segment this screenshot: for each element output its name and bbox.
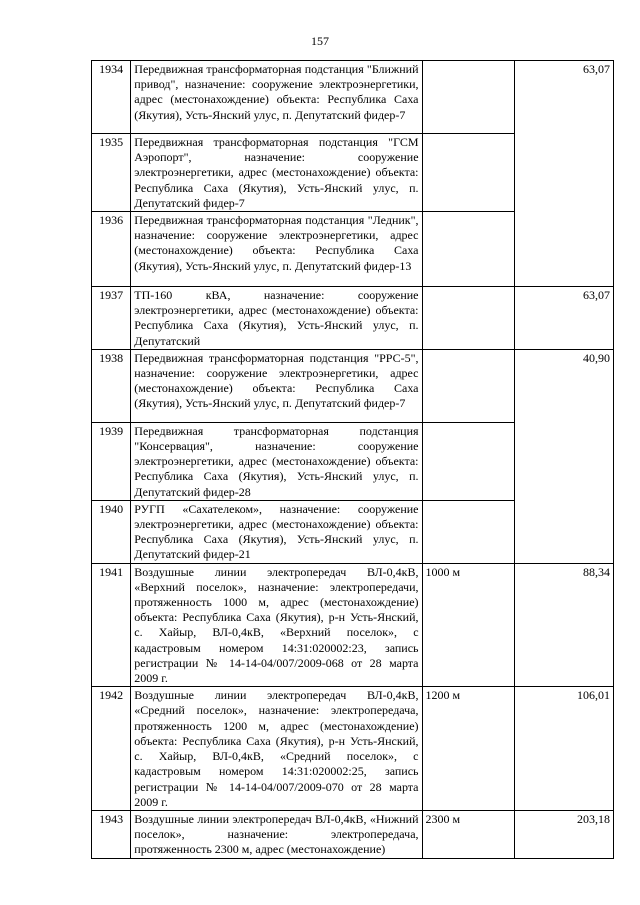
row-value: 88,34	[515, 563, 614, 687]
row-quantity	[422, 500, 515, 563]
row-number: 1941	[92, 563, 131, 687]
row-number: 1940	[92, 500, 131, 563]
row-number: 1943	[92, 810, 131, 858]
row-description: ТП-160 кВА, назначение: сооружение электроэнергетики, адрес (местонахождение) объекта: Республика Саха (Якутия), Усть-Янский улус, п. Депутатский	[131, 287, 422, 350]
row-number: 1934	[92, 61, 131, 134]
row-value: 63,07	[515, 61, 614, 287]
table-row	[92, 61, 614, 134]
row-value: 63,07	[515, 287, 614, 350]
row-value: 203,18	[515, 810, 614, 858]
row-number: 1942	[92, 687, 131, 811]
row-quantity: 2300 м	[422, 810, 515, 858]
row-quantity	[422, 349, 515, 422]
row-description: РУГП «Сахателеком», назначение: сооружение электроэнергетики, адрес (местонахождение) объекта: Республика Саха (Якутия), Усть-Янский улус, п. Депутатский фидер-21	[131, 500, 422, 563]
row-quantity	[422, 287, 515, 350]
row-value: 106,01	[515, 687, 614, 811]
row-value: 40,90	[515, 349, 614, 563]
row-quantity: 1000 м	[422, 563, 515, 687]
table-row	[92, 349, 614, 422]
row-description: Передвижная трансформаторная подстанция "Консервация", назначение: сооружение электроэнергетики, адрес (местонахождение) объекта: Республика Саха (Якутия), Усть-Янский улус, п. Депутатский фидер-28	[131, 422, 422, 500]
table-row	[92, 287, 614, 350]
table-row	[92, 687, 614, 811]
table-row	[92, 563, 614, 687]
row-number: 1939	[92, 422, 131, 500]
row-number: 1937	[92, 287, 131, 350]
row-description: Передвижная трансформаторная подстанция "РРС-5", назначение: сооружение электроэнергетики, адрес (местонахождение) объекта: Республика Саха (Якутия), Усть-Янский улус, п. Депутатский фидер-7	[131, 349, 422, 422]
row-description: Воздушные линии электропередач ВЛ-0,4кВ, «Средний поселок», назначение: электропередача, протяженность 1200 м, адрес (местонахождение) объекта: Республика Саха (Якутия), р-н Усть-Янский, с. Хайыр, ВЛ-0,4кВ, «Средний поселок», с кадастровым номером 14:31:020002:25, запись регистрации № 14-14-04/007/2009-070 от 28 марта 2009 г.	[131, 687, 422, 811]
row-description: Воздушные линии электропередач ВЛ-0,4кВ, «Нижний поселок», назначение: электропередача, протяженность 2300 м, адрес (местонахождение)	[131, 810, 422, 858]
row-quantity	[422, 422, 515, 500]
row-description: Передвижная трансформаторная подстанция "ГСМ Аэропорт", назначение: сооружение электроэнергетики, адрес (местонахождение) объекта: Республика Саха (Якутия), Усть-Янский улус, п. Депутатский фидер-7	[131, 134, 422, 212]
row-quantity	[422, 134, 515, 212]
row-quantity	[422, 212, 515, 287]
row-description: Передвижная трансформаторная подстанция "Ближний привод", назначение: сооружение электроэнергетики, адрес (местонахождение) объекта: Республика Саха (Якутия), Усть-Янский улус, п. Депутатский фидер-7	[131, 61, 422, 134]
row-number: 1935	[92, 134, 131, 212]
row-quantity: 1200 м	[422, 687, 515, 811]
page-number: 157	[311, 34, 329, 48]
row-quantity	[422, 61, 515, 134]
row-description: Передвижная трансформаторная подстанция "Ледник", назначение: сооружение электроэнергетики, адрес (местонахождение) объекта: Республика Саха (Якутия), Усть-Янский улус, п. Депутатский фидер-13	[131, 212, 422, 287]
row-description: Воздушные линии электропередач ВЛ-0,4кВ, «Верхний поселок», назначение: электропередачи, протяженность 1000 м, адрес (местонахождение) объекта: Республика Саха (Якутия), р-н Усть-Янский, с. Хайыр, ВЛ-0,4кВ, «Верхний поселок», с кадастровым номером 14:31:020002:23, запись регистрации № 14-14-04/007/2009-068 от 28 марта 2009 г.	[131, 563, 422, 687]
row-number: 1938	[92, 349, 131, 422]
property-registry-table	[91, 60, 614, 859]
table-row	[92, 810, 614, 858]
row-number: 1936	[92, 212, 131, 287]
